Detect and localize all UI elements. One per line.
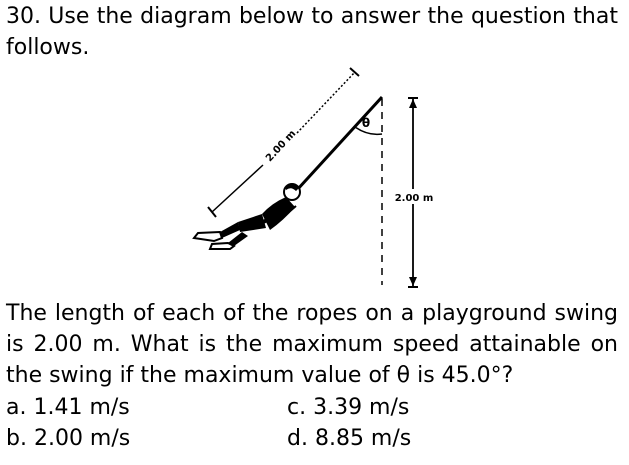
rope-dimension-tick-upper bbox=[350, 68, 359, 76]
rope-dimension-line-upper bbox=[297, 72, 355, 133]
height-arrow-bottom bbox=[409, 277, 417, 286]
choice-d[interactable]: d. 8.85 m/s bbox=[287, 426, 412, 451]
height-label: 2.00 m bbox=[394, 193, 434, 204]
question-body: The length of each of the ropes on a playground swing is 2.00 m. What is the maximum speed attainable on the swing if the maximum value of θ is 45.0°? bbox=[6, 301, 618, 388]
height-arrow-top bbox=[409, 99, 417, 108]
swing-rope bbox=[286, 97, 382, 202]
choice-c[interactable]: c. 3.39 m/s bbox=[287, 395, 410, 420]
choice-b[interactable]: b. 2.00 m/s bbox=[6, 426, 131, 451]
question-intro: 30. Use the diagram below to answer the question that follows. bbox=[6, 4, 618, 60]
person-on-swing-figure bbox=[194, 184, 300, 249]
rope-length-label: 2.00 m bbox=[263, 128, 299, 165]
swing-diagram bbox=[0, 60, 629, 300]
choice-a[interactable]: a. 1.41 m/s bbox=[6, 395, 130, 420]
angle-label: θ bbox=[361, 116, 371, 130]
rope-dimension-line-lower bbox=[212, 165, 263, 212]
